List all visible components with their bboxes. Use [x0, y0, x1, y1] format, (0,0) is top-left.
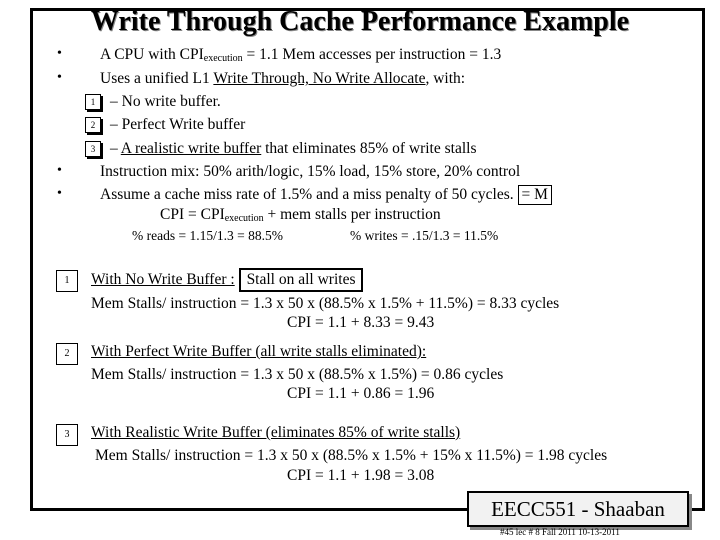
case-number-2: 2	[56, 343, 78, 365]
case-3-stalls: Mem Stalls/ instruction = 1.3 x 50 x (88.5% x 1.5% + 15% x 11.5%) = 1.98 cycles	[95, 447, 608, 464]
bullet-dot: •	[57, 163, 62, 178]
option-number-3: 3	[85, 141, 101, 157]
slide-footer: #45 lec # 8 Fall 2011 10-13-2011	[500, 527, 620, 537]
case-1-cpi: CPI = 1.1 + 8.33 = 9.43	[287, 314, 435, 331]
cpi-formula: CPI = $CPI_{execution}$ + mem stalls per instruction	[160, 206, 441, 224]
case-1-stalls: Mem Stalls/ instruction = 1.3 x 50 x (88.5% x 1.5% + 11.5%) = 8.33 cycles	[91, 295, 560, 312]
option-number-1: 1	[85, 94, 101, 110]
case-2-title: With Perfect Write Buffer (all write stalls eliminated):	[91, 343, 427, 360]
writes-percent: % writes = .15/1.3 = 11.5%	[350, 228, 499, 243]
case-number-3: 3	[56, 424, 78, 446]
cpu-line: A CPU with $CPI_{execution} = 1.1$ Mem accesses per instruction = 1.3	[100, 46, 502, 64]
bullet-dot: •	[57, 70, 62, 85]
case-3-title: With Realistic Write Buffer (eliminates 85% of write stalls)	[91, 424, 461, 441]
course-badge: EECC551 - Shaaban	[467, 491, 689, 527]
case-2-cpi: CPI = 1.1 + 0.86 = 1.96	[287, 385, 435, 402]
option-number-2: 2	[85, 117, 101, 133]
case-3-cpi: CPI = 1.1 + 1.98 = 3.08	[287, 467, 435, 484]
cache-line: Uses a unified L1 Write Through, No Write Allocate, with:	[100, 70, 466, 87]
reads-percent: % reads = 1.15/1.3 = 88.5%	[132, 228, 283, 243]
slide-title: Write Through Cache Performance Example	[90, 6, 630, 37]
case-number-1: 1	[56, 270, 78, 292]
case-2-stalls: Mem Stalls/ instruction = 1.3 x 50 x (88.5% x 1.5%) = 0.86 cycles	[91, 366, 504, 383]
instruction-mix: Instruction mix: 50% arith/logic, 15% load, 15% store, 20% control	[100, 163, 521, 180]
miss-rate-line: Assume a cache miss rate of 1.5% and a miss penalty of 50 cycles. = M	[100, 185, 552, 205]
bullet-dot: •	[57, 46, 62, 61]
option-3: – A realistic write buffer that eliminates 85% of write stalls	[110, 140, 477, 157]
bullet-dot: •	[57, 186, 62, 201]
case-1-title: With No Write Buffer : Stall on all writes	[91, 268, 363, 292]
option-2: – Perfect Write buffer	[110, 116, 246, 133]
stall-on-writes-box: Stall on all writes	[239, 268, 364, 292]
option-1: – No write buffer.	[110, 93, 221, 110]
miss-penalty-box: = M	[518, 185, 552, 205]
